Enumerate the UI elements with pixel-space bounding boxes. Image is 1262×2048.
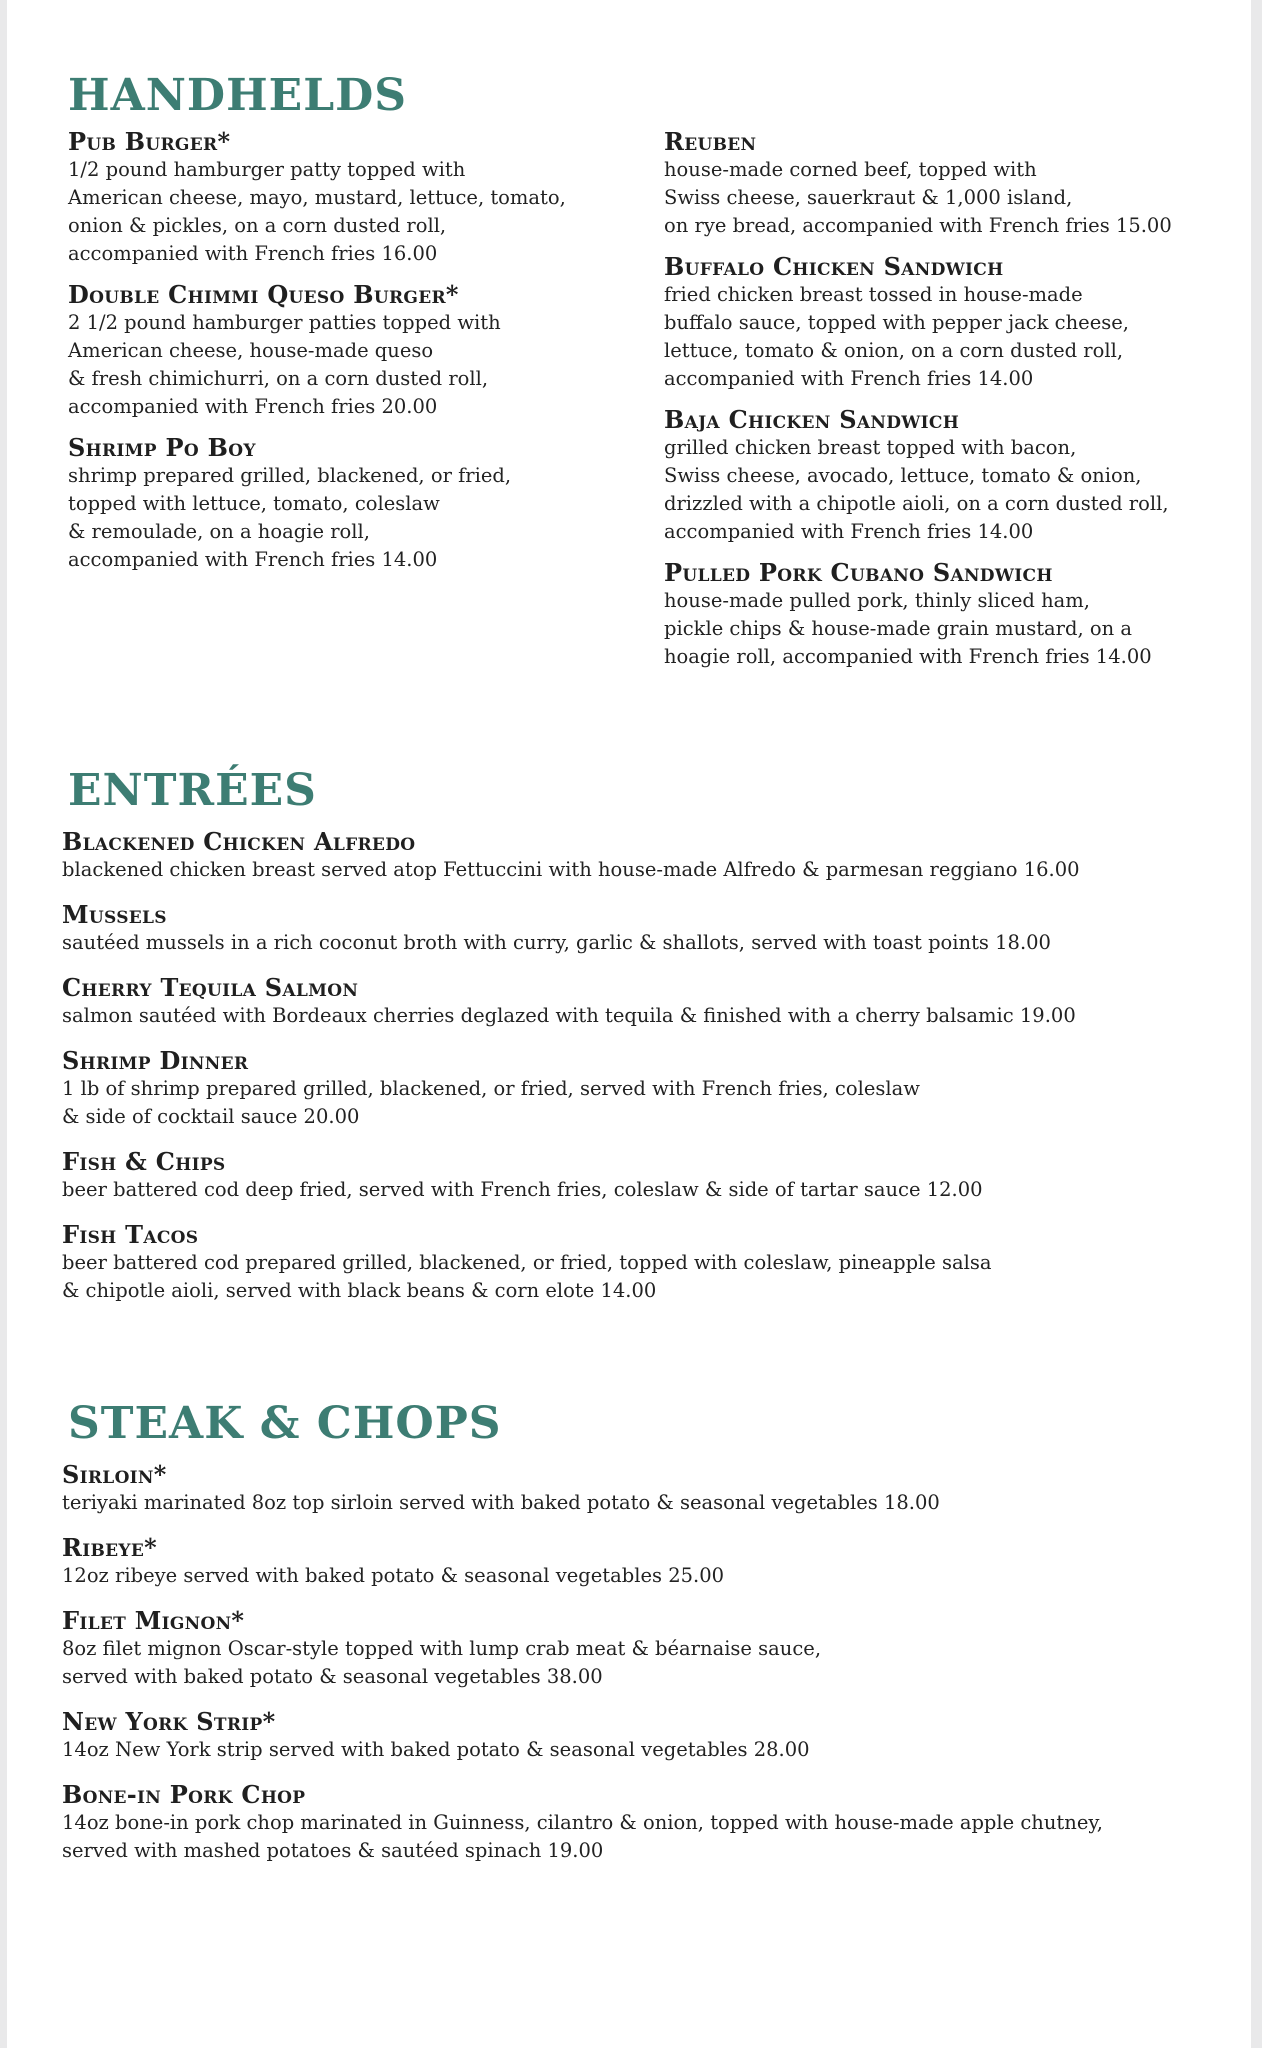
menu-item [62, 828, 1242, 884]
item-name: Filet Mignon* [62, 1606, 245, 1635]
menu-item [62, 1148, 1242, 1204]
menu-item [62, 1708, 1242, 1764]
item-name: Fish Tacos [62, 1220, 199, 1249]
handhelds-right-column [664, 128, 1244, 684]
section-title-steak-chops: STEAK & CHOPS [68, 1398, 502, 1449]
menu-item [62, 1461, 1242, 1517]
menu-item [664, 253, 1244, 393]
menu-item [62, 1047, 1242, 1131]
item-description: salmon sautéed with Bordeaux cherries deglazed with tequila & finished with a cherry balsamic 19.00 [62, 1004, 1076, 1027]
entrees-list [62, 828, 1242, 1322]
menu-item [664, 128, 1244, 240]
item-description: sautéed mussels in a rich coconut broth with curry, garlic & shallots, served with toast points 18.00 [62, 931, 1051, 954]
item-name: Bone-in Pork Chop [62, 1780, 306, 1809]
menu-item [664, 406, 1244, 546]
item-description: house-made pulled pork, thinly sliced ham, pickle chips & house-made grain mustard, on a hoagie roll, accompanied with French fries 14.00 [664, 589, 1152, 668]
item-description: house-made corned beef, topped with Swiss cheese, sauerkraut & 1,000 island, on rye bread, accompanied with French fries 15.00 [664, 158, 1172, 237]
section-title-entrees: ENTRÉES [68, 765, 317, 816]
item-description: 8oz filet mignon Oscar-style topped with lump crab meat & béarnaise sauce, served with baked potato & seasonal vegetables 38.00 [62, 1637, 822, 1688]
item-name: Baja Chicken Sandwich [664, 405, 960, 434]
item-name: Pub Burger* [68, 127, 231, 156]
item-description: 1/2 pound hamburger patty topped with American cheese, mayo, mustard, lettuce, tomato, onion & pickles, on a corn dusted roll, accompanied with French fries 16.00 [68, 158, 566, 265]
menu-item [62, 1534, 1242, 1590]
item-name: Pulled Pork Cubano Sandwich [664, 558, 1053, 587]
item-description: grilled chicken breast topped with bacon, Swiss cheese, avocado, lettuce, tomato & onion, drizzled with a chipotle aioli, on a corn dusted roll, accompanied with French fries 14.00 [664, 436, 1169, 543]
item-name: Double Chimmi Queso Burger* [68, 280, 459, 309]
item-description: 12oz ribeye served with baked potato & seasonal vegetables 25.00 [62, 1564, 725, 1587]
item-description: 14oz bone-in pork chop marinated in Guinness, cilantro & onion, topped with house-made apple chutney, served with mashed potatoes & sautéed spinach 19.00 [62, 1811, 1103, 1862]
menu-item [68, 434, 648, 574]
item-description: fried chicken breast tossed in house-made buffalo sauce, topped with pepper jack cheese, lettuce, tomato & onion, on a corn dusted roll, accompanied with French fries 14.00 [664, 283, 1129, 390]
steak-chops-list [62, 1461, 1242, 1882]
item-description: teriyaki marinated 8oz top sirloin served with baked potato & seasonal vegetables 18.00 [62, 1491, 940, 1514]
menu-item [62, 1221, 1242, 1305]
item-name: Shrimp Po Boy [68, 433, 256, 462]
item-name: Mussels [62, 900, 167, 929]
handhelds-left-column [68, 128, 648, 587]
menu-item [62, 1781, 1242, 1865]
item-name: Blackened Chicken Alfredo [62, 827, 416, 856]
item-description: beer battered cod prepared grilled, blackened, or fried, topped with coleslaw, pineapple salsa & chipotle aioli, served with black beans & corn elote 14.00 [62, 1251, 992, 1302]
menu-item [68, 281, 648, 421]
section-title-handhelds: HANDHELDS [68, 70, 408, 121]
item-description: 2 1/2 pound hamburger patties topped with American cheese, house-made queso & fresh chimichurri, on a corn dusted roll, accompanied with French fries 20.00 [68, 311, 501, 418]
item-name: New York Strip* [62, 1707, 276, 1736]
item-name: Buffalo Chicken Sandwich [664, 252, 1004, 281]
item-name: Ribeye* [62, 1533, 157, 1562]
menu-item [62, 901, 1242, 957]
menu-item [68, 128, 648, 268]
item-description: blackened chicken breast served atop Fettuccini with house-made Alfredo & parmesan reggiano 16.00 [62, 858, 1080, 881]
item-name: Reuben [664, 127, 757, 156]
item-name: Sirloin* [62, 1460, 167, 1489]
item-name: Cherry Tequila Salmon [62, 973, 359, 1002]
item-name: Shrimp Dinner [62, 1046, 249, 1075]
item-description: beer battered cod deep fried, served with French fries, coleslaw & side of tartar sauce 12.00 [62, 1178, 983, 1201]
menu-page [7, 0, 1251, 2048]
item-description: 14oz New York strip served with baked potato & seasonal vegetables 28.00 [62, 1738, 810, 1761]
item-description: shrimp prepared grilled, blackened, or fried, topped with lettuce, tomato, coleslaw & remoulade, on a hoagie roll, accompanied with French fries 14.00 [68, 464, 512, 571]
menu-item [62, 1607, 1242, 1691]
menu-item [62, 974, 1242, 1030]
menu-item [664, 559, 1244, 671]
item-description: 1 lb of shrimp prepared grilled, blackened, or fried, served with French fries, coleslaw & side of cocktail sauce 20.00 [62, 1077, 920, 1128]
item-name: Fish & Chips [62, 1147, 226, 1176]
